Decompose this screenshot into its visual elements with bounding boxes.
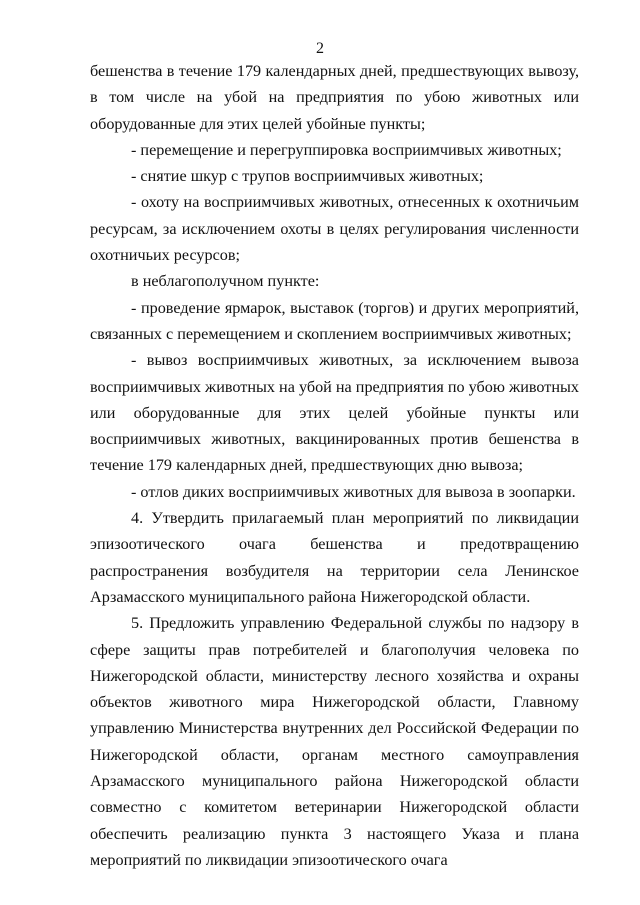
list-item: - проведение ярмарок, выставок (торгов) и других мероприятий, связанных с перемещением и скоплением восприимчивых животных; [90, 298, 579, 343]
page-number: 2 [316, 40, 324, 57]
list-item: - охоту на восприимчивых животных, отнесенных к охотничьим ресурсам, за исключением охоты в целях регулирования численности охотничьих ресурсов; [90, 193, 579, 265]
paragraph-continuation: бешенства в течение 179 календарных дней, предшествующих вывозу, в том числе на убой на предприятия по убою животных или оборудованные для этих целей убойные пункты; [90, 62, 579, 133]
list-item: - перемещение и перегруппировка восприимчивых животных; [131, 140, 562, 159]
list-item: - снятие шкур с трупов восприимчивых животных; [131, 167, 484, 186]
numbered-clause: 4. Утвердить прилагаемый план мероприятий по ликвидации эпизоотического очага бешенства и предотвращению распространения возбудителя на территории села Ленинское Арзамасского муниципального района Нижегородской области. [90, 509, 579, 606]
list-item: - вывоз восприимчивых животных, за исключением вывоза восприимчивых животных на убой на предприятия по убою животных или оборудованные для этих целей убойные пункты или восприимчивых животных, вакцинированных против бешенства в течение 179 календарных дней, предшествующих дню вывоза; [90, 351, 579, 475]
list-item: - отлов диких восприимчивых животных для вывоза в зоопарки. [131, 482, 576, 501]
section-heading: в неблагополучном пункте: [131, 272, 320, 291]
numbered-clause: 5. Предложить управлению Федеральной службы по надзору в сфере защиты прав потребителей и благополучия человека по Нижегородской области, министерству лесного хозяйства и охраны объектов животного мира Нижегородской области, Главному управлению Министерства внутренних дел Российской Федерации по Нижегородской области, органам местного самоуправления Арзамасского муниципального района Нижегородской области совместно с комитетом ветеринарии Нижегородской области обеспечить реализацию пункта 3 настоящего Указа и плана мероприятий по ликвидации эпизоотического очага [90, 614, 579, 869]
document-body [90, 58, 579, 873]
